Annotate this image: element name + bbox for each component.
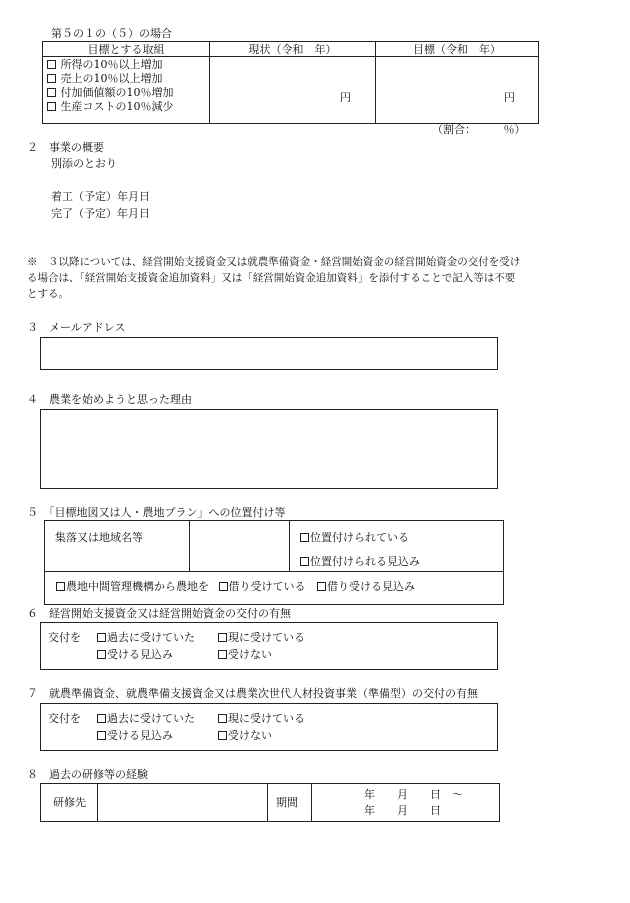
goal-table: [42, 41, 539, 136]
option-none[interactable]: 受けない: [218, 648, 272, 662]
checkbox-icon: [97, 714, 106, 723]
checkbox-icon: [219, 582, 228, 591]
option-none[interactable]: 受けない: [218, 729, 272, 743]
plan-position-box: [44, 520, 504, 605]
checkbox-icon: [218, 714, 227, 723]
divider: [189, 521, 190, 571]
option-positioned[interactable]: 位置付けられている: [300, 531, 409, 545]
checkbox-icon: [47, 102, 56, 111]
goal-option[interactable]: 売上の10％以上増加: [47, 72, 205, 86]
section-7-box: [40, 703, 498, 751]
divider: [311, 784, 312, 821]
ratio-label: （割合： ％）: [432, 123, 526, 136]
end-date-label: 完了（予定）年月日: [51, 207, 150, 220]
note-line-2: る場合は、「経営開始支援資金追加資料」又は「経営開始資金追加資料」を添付することで記入等は不要: [27, 272, 516, 284]
current-unit: 円: [340, 91, 351, 104]
option-past[interactable]: 過去に受けていた: [97, 631, 195, 645]
option-current[interactable]: 現に受けている: [218, 712, 305, 726]
checkbox-icon: [47, 74, 56, 83]
col-header-current: 現状（令和 年）: [210, 42, 376, 57]
section-8-heading: ８ 過去の研修等の経験: [27, 768, 148, 781]
reason-field[interactable]: [40, 409, 498, 489]
section-5-1-5-heading: 第５の１の（５）の場合: [51, 27, 172, 40]
section-6-box: [40, 622, 498, 670]
section-4-heading: ４ 農業を始めようと思った理由: [27, 393, 192, 406]
divider: [267, 784, 268, 821]
option-will-borrow[interactable]: 借り受ける見込み: [317, 580, 415, 593]
option-borrowing[interactable]: 借り受けている: [219, 580, 306, 593]
option-past[interactable]: 過去に受けていた: [97, 712, 195, 726]
section-2-heading: ２ 事業の概要: [27, 141, 104, 154]
goal-option[interactable]: 所得の10％以上増加: [47, 58, 205, 72]
note-line-3: とする。: [27, 288, 69, 300]
training-field[interactable]: [99, 785, 265, 820]
col-header-target: 目標（令和 年）: [376, 42, 539, 57]
checkbox-icon: [300, 533, 309, 542]
goal-option[interactable]: 生産コストの10％減少: [47, 100, 205, 114]
date-from[interactable]: 年 月 日 ～: [364, 788, 463, 801]
section-2-body: 別添のとおり: [51, 157, 117, 170]
current-value-field[interactable]: [210, 57, 376, 124]
section-5-heading: ５ 「目標地図又は人・農地プラン」への位置付け等: [27, 506, 286, 519]
checkbox-icon: [218, 731, 227, 740]
checkbox-icon: [317, 582, 326, 591]
checkbox-icon: [56, 582, 65, 591]
target-unit: 円: [504, 91, 515, 104]
checkbox-icon: [97, 731, 106, 740]
option-expected[interactable]: 受ける見込み: [97, 648, 173, 662]
note-line-1: ※ ３以降については、経営開始支援資金又は就農準備資金・経営開始資金の経営開始資金の交付を受け: [27, 256, 521, 268]
checkbox-icon: [300, 557, 309, 566]
divider: [289, 521, 290, 571]
checkbox-icon: [97, 650, 106, 659]
goal-option[interactable]: 付加価値額の10％増加: [47, 86, 205, 100]
checkbox-icon: [47, 88, 56, 97]
option-expected[interactable]: 受ける見込み: [97, 729, 173, 743]
farmland-bank-row: [56, 580, 415, 594]
checkbox-icon: [97, 633, 106, 642]
checkbox-icon: [218, 633, 227, 642]
section-7-heading: ７ 就農準備資金、就農準備支援資金又は農業次世代人材投資事業（準備型）の交付の有無: [27, 687, 478, 700]
section-3-heading: ３ メールアドレス: [27, 321, 126, 334]
area-label: 集落又は地域名等: [55, 531, 143, 544]
option-expected[interactable]: 位置付けられる見込み: [300, 555, 420, 569]
period-label: 期間: [276, 796, 298, 809]
date-to[interactable]: 年 月 日: [364, 804, 441, 817]
checkbox-icon: [47, 60, 56, 69]
divider: [97, 784, 98, 821]
grant-prefix: 交付を: [48, 631, 81, 644]
option-current[interactable]: 現に受けている: [218, 631, 305, 645]
grant-prefix: 交付を: [48, 712, 81, 725]
option-bank[interactable]: 農地中間管理機構から農地を: [56, 580, 209, 593]
col-header-goal: 目標とする取組: [43, 42, 210, 57]
divider: [45, 571, 503, 572]
email-field[interactable]: [40, 337, 498, 370]
training-box: [40, 783, 500, 822]
start-date-label: 着工（予定）年月日: [51, 190, 150, 203]
target-value-field[interactable]: [376, 57, 539, 136]
checkbox-icon: [218, 650, 227, 659]
section-6-heading: ６ 経営開始支援資金又は経営開始資金の交付の有無: [27, 607, 291, 620]
training-label: 研修先: [53, 796, 86, 809]
